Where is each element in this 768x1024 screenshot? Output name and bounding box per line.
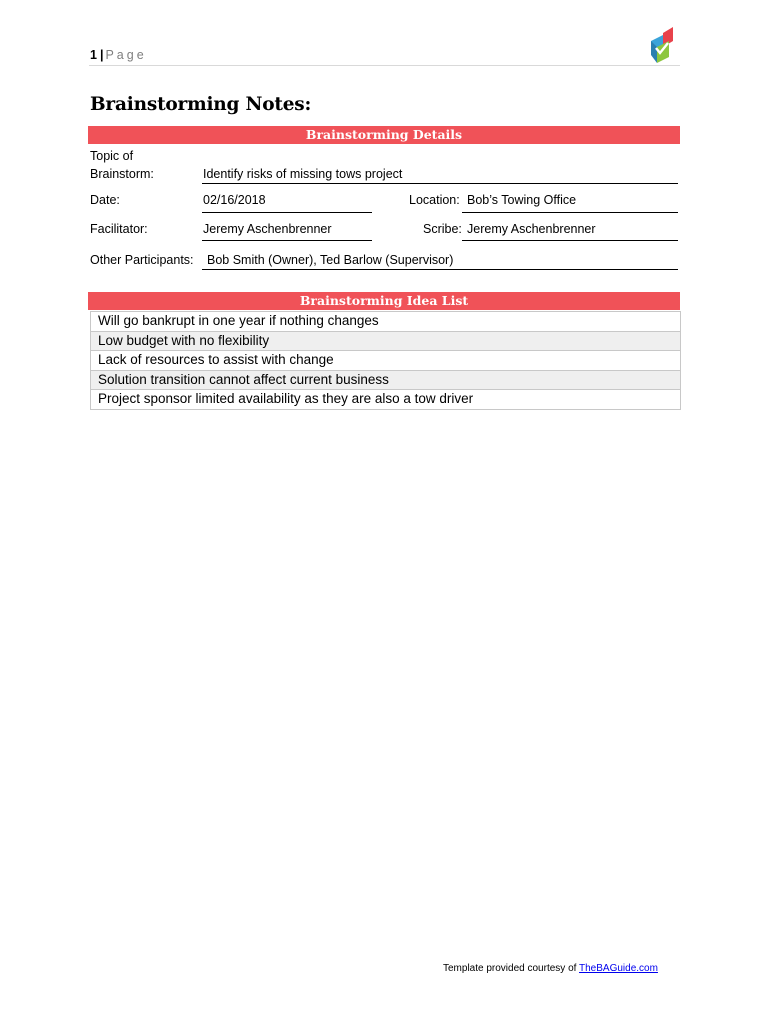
page-number: 1 <box>90 48 97 62</box>
participants-value: Bob Smith (Owner), Ted Barlow (Supervisor) <box>207 253 454 267</box>
location-underline <box>462 212 678 213</box>
facilitator-value: Jeremy Aschenbrenner <box>203 222 332 236</box>
topic-underline <box>202 183 678 184</box>
list-item: Lack of resources to assist with change <box>91 351 680 371</box>
page-title: Brainstorming Notes: <box>90 94 312 115</box>
list-item: Will go bankrupt in one year if nothing changes <box>91 312 680 332</box>
page-separator: | <box>99 48 104 62</box>
footer-link[interactable]: TheBAGuide.com <box>579 963 658 974</box>
scribe-underline <box>462 240 678 241</box>
list-item: Project sponsor limited availability as they are also a tow driver <box>91 390 680 410</box>
ideas-heading: Brainstorming Idea List <box>88 292 680 310</box>
topic-label-line2: Brainstorm: <box>90 167 154 181</box>
page-number-header <box>90 48 147 62</box>
date-value: 02/16/2018 <box>203 193 266 207</box>
list-item: Solution transition cannot affect current business <box>91 371 680 391</box>
participants-underline <box>202 269 678 270</box>
details-heading: Brainstorming Details <box>88 126 680 144</box>
footer-credit <box>443 963 658 974</box>
date-underline <box>202 212 372 213</box>
location-value: Bob’s Towing Office <box>467 193 577 207</box>
topic-label-line1: Topic of <box>90 149 134 163</box>
thebaguide-logo-icon <box>647 27 675 63</box>
topic-value: Identify risks of missing tows project <box>203 167 403 181</box>
idea-list <box>90 311 681 410</box>
page-word: Page <box>105 48 147 62</box>
scribe-label: Scribe: <box>423 222 462 236</box>
participants-label: Other Participants: <box>90 253 194 267</box>
list-item: Low budget with no flexibility <box>91 332 680 352</box>
date-label: Date: <box>90 193 120 207</box>
facilitator-underline <box>202 240 372 241</box>
scribe-value: Jeremy Aschenbrenner <box>467 222 596 236</box>
location-label: Location: <box>409 193 460 207</box>
header-divider <box>89 65 680 66</box>
facilitator-label: Facilitator: <box>90 222 148 236</box>
footer-text: Template provided courtesy of <box>443 963 580 974</box>
